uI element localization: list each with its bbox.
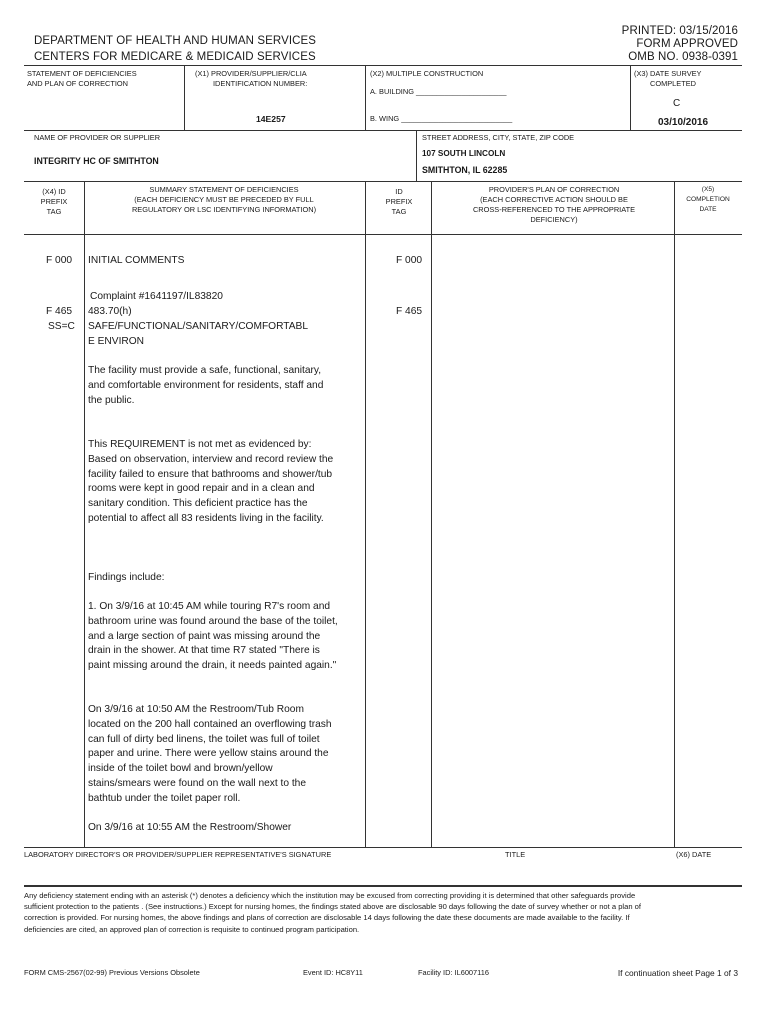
- x3-label-1: (X3) DATE SURVEY: [634, 69, 702, 78]
- findings-heading: Findings include:: [88, 572, 165, 583]
- signature-bottom-rule: [24, 885, 742, 887]
- summary-header-2: (EACH DEFICIENCY MUST BE PRECEDED BY FULL: [134, 195, 314, 204]
- summary-header-3: REGULATORY OR LSC IDENTIFYING INFORMATION): [131, 205, 317, 214]
- event-id: Event ID: HC8Y11: [303, 968, 363, 977]
- deficiency-title-1: SAFE/FUNCTIONAL/SANITARY/COMFORTABL: [88, 321, 309, 332]
- agency-name: CENTERS FOR MEDICARE & MEDICAID SERVICES: [34, 51, 316, 63]
- x5-header-3: DATE: [699, 206, 717, 213]
- paragraph-not-met-body: Based on observation, interview and record review the facility failed to ensure that bathrooms and shower/tub rooms were kept in good repair and in a clean and sanitary condition. This deficient practice has the potential to affect all 83 residents living in the facility.: [88, 453, 334, 524]
- id-header-1: ID: [395, 187, 403, 196]
- divider-x2: [365, 65, 366, 130]
- column-divider-completion: [674, 181, 675, 847]
- plan-header-2: (EACH CORRECTIVE ACTION SHOULD BE: [480, 195, 628, 204]
- regulation-number: 483.70(h): [88, 306, 132, 317]
- x5-header-1: (X5): [701, 186, 715, 193]
- statement-label-2: AND PLAN OF CORRECTION: [27, 79, 129, 88]
- id-header-2: PREFIX: [385, 197, 413, 206]
- divider-x1: [184, 65, 185, 130]
- tag-f465-right: F 465: [396, 306, 423, 317]
- provider-name: INTEGRITY HC OF SMITHTON: [34, 156, 159, 166]
- x6-date-label: (X6) DATE: [676, 850, 712, 859]
- finding-2: On 3/9/16 at 10:50 AM the Restroom/Tub Room located on the 200 hall contained an overflowing trash can full of dirty bed linens, the toilet was full of toilet paper and urine. There were yellow stains around the inside of the toilet bowl and brown/yellow stains/smears were found on the wall next to the bathtub under the toilet paper roll.: [88, 704, 332, 804]
- plan-header-3: CROSS-REFERENCED TO THE APPROPRIATE: [472, 205, 636, 214]
- paragraph-requirement: The facility must provide a safe, functional, sanitary, and comfortable environment for residents, staff and the public.: [88, 365, 324, 406]
- x1-label-2: IDENTIFICATION NUMBER:: [213, 79, 308, 88]
- survey-code: C: [673, 98, 681, 109]
- deficiency-title-2: E ENVIRON: [88, 336, 145, 347]
- finding-1: 1. On 3/9/16 at 10:45 AM while touring R7's room and bathroom urine was found around the base of the toilet, and a large section of paint was missing around the drain in the shower. At that time R7 stated "There is paint missing around the drain, it needs painted again.": [88, 601, 338, 672]
- column-divider-plan: [431, 181, 432, 847]
- address-city: SMITHTON, IL 62285: [422, 165, 508, 175]
- x2-label: (X2) MULTIPLE CONSTRUCTION: [370, 69, 484, 78]
- x4-header-3: TAG: [46, 207, 62, 216]
- facility-id: Facility ID: IL6007116: [418, 968, 489, 977]
- id-header-3: TAG: [391, 207, 407, 216]
- divider-x3: [630, 65, 631, 130]
- summary-header-1: SUMMARY STATEMENT OF DEFICIENCIES: [149, 185, 299, 194]
- statement-label-1: STATEMENT OF DEFICIENCIES: [27, 69, 137, 78]
- provider-id-number: 14E257: [256, 114, 286, 124]
- signature-top-rule: [24, 847, 742, 848]
- paragraph-not-met-lead: This REQUIREMENT is not met as evidenced by:: [88, 439, 312, 450]
- complaint-number: Complaint #1641197/IL83820: [90, 291, 223, 302]
- form-top-rule: [24, 65, 742, 66]
- initial-comments-title: INITIAL COMMENTS: [88, 255, 185, 266]
- plan-header-1: PROVIDER'S PLAN OF CORRECTION: [488, 185, 620, 194]
- title-label: TITLE: [505, 850, 526, 859]
- finding-3-start: On 3/9/16 at 10:55 AM the Restroom/Shower: [88, 822, 292, 833]
- column-divider-id: [365, 181, 366, 847]
- x1-label-1: (X1) PROVIDER/SUPPLIER/CLIA: [195, 69, 307, 78]
- page-number: If continuation sheet Page 1 of 3: [617, 968, 738, 978]
- tag-f000-right: F 000: [396, 255, 423, 266]
- x2-wing: B. WING ___________________________: [370, 114, 513, 123]
- scope-severity: SS=C: [48, 321, 75, 332]
- provider-name-label: NAME OF PROVIDER OR SUPPLIER: [34, 133, 161, 142]
- x3-label-2: COMPLETED: [650, 79, 696, 88]
- paragraph-not-met: [88, 438, 338, 527]
- address-label: STREET ADDRESS, CITY, STATE, ZIP CODE: [422, 133, 575, 142]
- department-name: DEPARTMENT OF HEALTH AND HUMAN SERVICES: [34, 35, 317, 47]
- x4-header-1: (X4) ID: [42, 187, 66, 196]
- address-street: 107 SOUTH LINCOLN: [422, 149, 506, 158]
- column-divider-summary: [84, 181, 85, 847]
- plan-header-4: DEFICIENCY): [530, 215, 578, 224]
- printed-date: PRINTED: 03/15/2016: [621, 25, 738, 37]
- column-header-top-rule: [24, 181, 742, 182]
- divider-address: [416, 130, 417, 181]
- form-number: FORM CMS-2567(02-99) Previous Versions Obsolete: [24, 968, 200, 977]
- tag-f465-left: F 465: [46, 306, 73, 317]
- omb-number: OMB NO. 0938-0391: [628, 51, 738, 63]
- signature-label: LABORATORY DIRECTOR'S OR PROVIDER/SUPPLIER REPRESENTATIVE'S SIGNATURE: [24, 850, 332, 859]
- x4-header-2: PREFIX: [40, 197, 68, 206]
- disclaimer-text: Any deficiency statement ending with an asterisk (*) denotes a deficiency which the institution may be excused from correcting providing it is determined that other safeguards provide sufficient protection to the patients . (See instructions.) Except for nursing homes, the findings stated above are disclosable 90 days following the date of survey whether or not a plan of correction is provided. For nursing homes, the above findings and plans of correction are disclosable 14 days following the date these documents are made available to the facility. If deficiencies are cited, an approved plan of correction is requisite to continued program participation.: [24, 891, 641, 934]
- survey-completed-date: 03/10/2016: [658, 117, 709, 128]
- x2-building: A. BUILDING ______________________: [370, 87, 507, 96]
- provider-top-rule: [24, 130, 742, 131]
- tag-f000-left: F 000: [46, 255, 73, 266]
- x5-header-2: COMPLETION: [686, 196, 730, 203]
- column-header-bottom-rule: [24, 234, 742, 235]
- form-approved: FORM APPROVED: [636, 38, 738, 50]
